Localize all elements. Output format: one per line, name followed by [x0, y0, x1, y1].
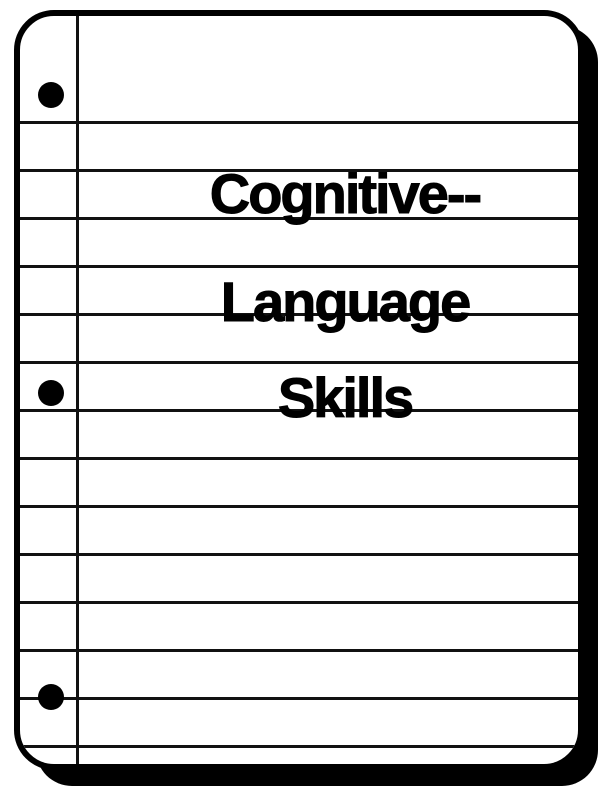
margin-line	[76, 16, 79, 764]
ruled-line	[20, 553, 578, 556]
notebook-page	[14, 10, 584, 770]
binder-hole-icon	[38, 380, 64, 406]
ruled-line	[20, 697, 578, 700]
ruled-line	[20, 601, 578, 604]
title-line-1: Cognitive--	[209, 162, 481, 225]
ruled-line	[20, 265, 578, 268]
title-line-2: Language	[220, 270, 470, 333]
ruled-line	[20, 121, 578, 124]
binder-hole-icon	[38, 82, 64, 108]
ruled-line	[20, 745, 578, 748]
binder-hole-icon	[38, 684, 64, 710]
title-line-3: Skills	[277, 366, 413, 429]
ruled-line	[20, 457, 578, 460]
ruled-line	[20, 649, 578, 652]
ruled-line	[20, 505, 578, 508]
ruled-line	[20, 361, 578, 364]
